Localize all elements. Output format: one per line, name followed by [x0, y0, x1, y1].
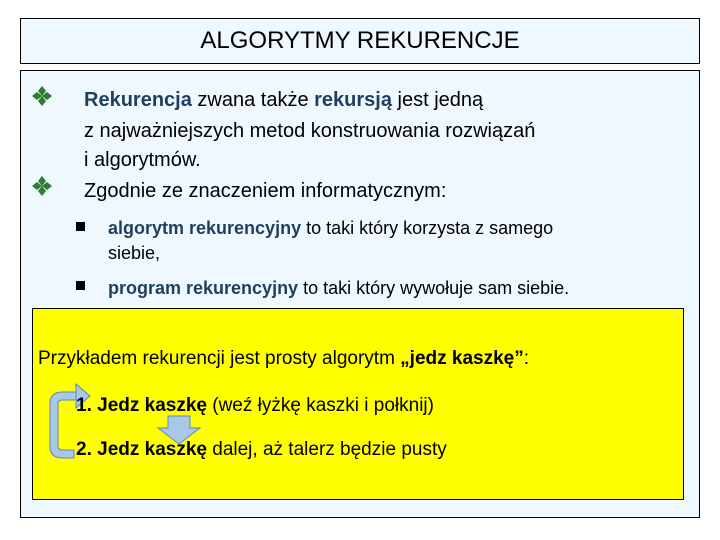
square-bullet-icon	[76, 222, 85, 231]
term-rekurencja: Rekurencja	[84, 89, 192, 111]
sub-bullet-1-line-1: algorytm rekurencyjny to taki który korzysta z samego	[108, 218, 554, 238]
bullet-1-line-3: i algorytmów.	[84, 149, 201, 171]
bullet-1-line-1: Rekurencja zwana także rekursją jest jedną	[84, 89, 484, 111]
step-1: 1. Jedz kaszkę (weź łyżkę kaszki i połknij)	[76, 395, 434, 416]
term-algorytm-rekurencyjny: algorytm rekurencyjny	[108, 218, 302, 238]
step-2: 2. Jedz kaszkę dalej, aż talerz będzie pusty	[76, 439, 447, 460]
bullet-1-line-2: z najważniejszych metod konstruowania rozwiązań	[84, 120, 536, 142]
slide-title: ALGORYTMY REKURENCJE	[20, 18, 700, 64]
bullet-2-text: Zgodnie ze znaczeniem informatycznym:	[84, 180, 447, 202]
term-program-rekurencyjny: program rekurencyjny	[108, 278, 299, 298]
square-bullet-icon	[76, 281, 85, 290]
algorithm-name: „jedz kaszkę”	[400, 348, 524, 369]
sub-bullet-2: program rekurencyjny to taki który wywołuje sam siebie.	[108, 278, 570, 298]
diamond-bullet-icon	[32, 176, 52, 196]
diamond-bullet-icon	[32, 86, 52, 106]
example-intro: Przykładem rekurencji jest prosty algorytm „jedz kaszkę”:	[38, 348, 530, 369]
term-rekursja: rekursją	[314, 89, 392, 111]
sub-bullet-1-line-2: siebie,	[108, 243, 161, 263]
